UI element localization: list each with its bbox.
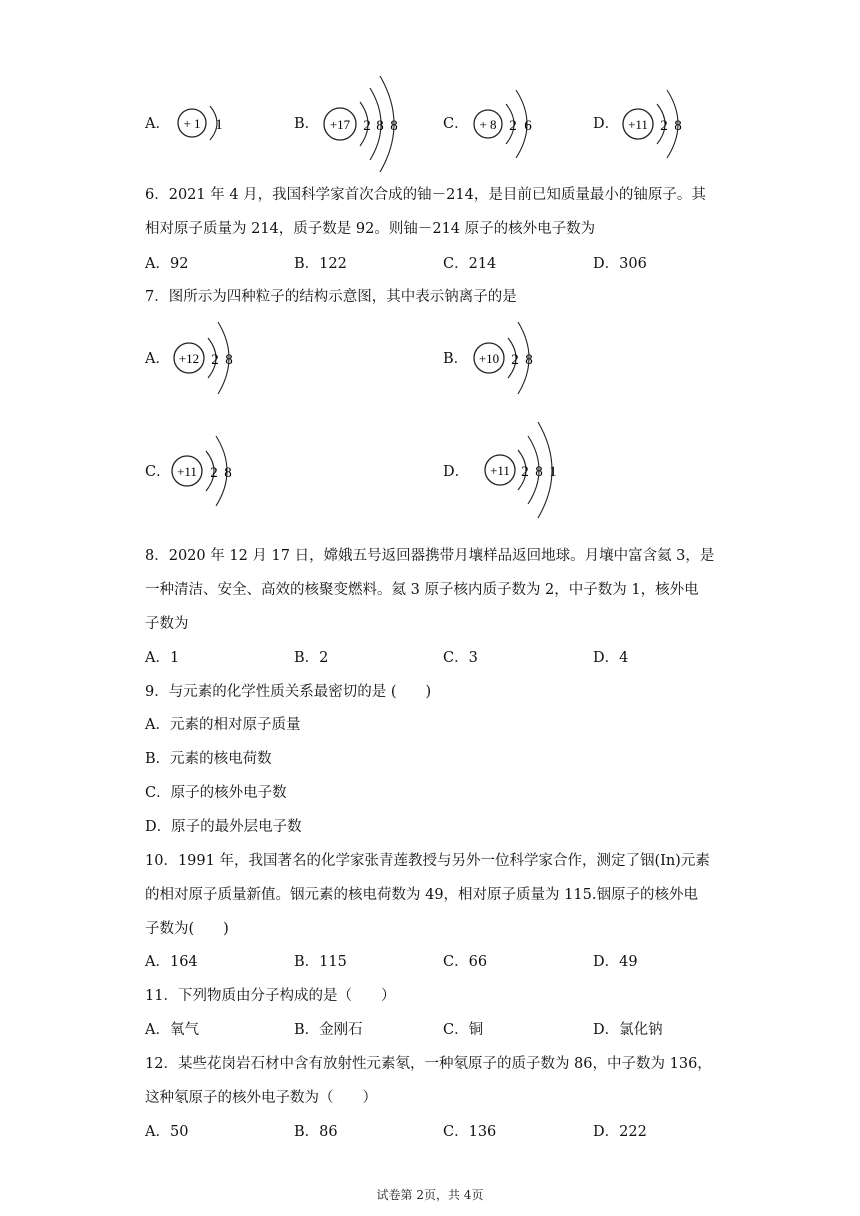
shell-electron-count: 2: [660, 118, 668, 134]
q8-option-b: B．2: [294, 650, 329, 666]
shell-electron-count: 1: [549, 464, 557, 480]
nucleus-charge: +17: [329, 117, 351, 132]
q7-stem: 7．图所示为四种粒子的结构示意图，其中表示钠离子的是: [145, 289, 517, 305]
q12-option-b: B．86: [294, 1124, 338, 1140]
q6-option-a: A．92: [145, 256, 189, 272]
q7-option-b-diagram: [470, 318, 550, 402]
q5-option-c-letter: C．: [443, 116, 469, 132]
q7-option-c-diagram: [170, 432, 250, 516]
shell-electron-count: 2: [211, 352, 219, 368]
q8-stem-line-1: 8．2020 年 12 月 17 日，嫦娥五号返回器携带月壤样品返回地球。月壤中富含氦 3，是: [145, 548, 715, 564]
q10-option-d: D．49: [593, 954, 638, 970]
q8-option-c: C．3: [443, 650, 478, 666]
shell-electron-count: 2: [363, 118, 371, 134]
q11-option-c: C．铜: [443, 1022, 484, 1038]
shell-electron-count: 8: [224, 465, 232, 481]
q9-stem: 9．与元素的化学性质关系最密切的是 ( ): [145, 684, 432, 700]
q10-option-b: B．115: [294, 954, 347, 970]
q9-option-d: D．原子的最外层电子数: [145, 819, 302, 835]
atom-structure-diagram: [170, 432, 250, 512]
q12-option-d: D．222: [593, 1124, 647, 1140]
q8-stem-line-2: 一种清洁、安全、高效的核聚变燃料。氦 3 原子核内质子数为 2，中子数为 1，核外电: [145, 582, 699, 598]
shell-electron-count: 2: [509, 118, 517, 134]
shell-electron-count: 2: [210, 465, 218, 481]
shell-electron-count: 8: [535, 464, 543, 480]
q11-option-d: D．氯化钠: [593, 1022, 663, 1038]
atom-structure-diagram: [172, 100, 232, 150]
q9-option-c: C．原子的核外电子数: [145, 785, 287, 801]
q12-option-c: C．136: [443, 1124, 497, 1140]
shell-electron-count: 8: [225, 352, 233, 368]
q5-option-d-letter: D．: [593, 116, 620, 132]
q12-option-a: A．50: [145, 1124, 189, 1140]
shell-electron-count: 2: [511, 352, 519, 368]
q5-option-a-diagram: [172, 100, 232, 154]
q5-option-b-letter: B．: [294, 116, 320, 132]
atom-structure-diagram: [470, 86, 550, 166]
shell-electron-count: 8: [390, 118, 398, 134]
shell-electron-count: 1: [215, 117, 223, 133]
nucleus-charge: +10: [478, 351, 500, 366]
q8-stem-line-3: 子数为: [145, 616, 189, 632]
q6-option-d: D．306: [593, 256, 647, 272]
shell-electron-count: 6: [524, 118, 532, 134]
atom-structure-diagram: [480, 418, 580, 518]
q6-option-b: B．122: [294, 256, 347, 272]
q8-option-d: D．4: [593, 650, 629, 666]
q6-stem-line-1: 6．2021 年 4 月，我国科学家首次合成的铀－214，是目前已知质量最小的铀原子。其: [145, 187, 706, 203]
q6-option-c: C．214: [443, 256, 497, 272]
q7-option-a-diagram: [170, 318, 250, 402]
atom-structure-diagram: [470, 318, 550, 398]
q10-option-a: A．164: [145, 954, 198, 970]
atom-structure-diagram: [170, 318, 250, 398]
shell-electron-count: 8: [674, 118, 682, 134]
q5-option-b-diagram: [320, 72, 420, 176]
q5-option-d-diagram: [620, 86, 700, 170]
atom-structure-diagram: [320, 72, 420, 172]
shell-electron-count: 8: [525, 352, 533, 368]
q11-option-b: B．金刚石: [294, 1022, 363, 1038]
q5-option-a-letter: A．: [145, 116, 170, 132]
q7-option-d-letter: D．: [443, 464, 470, 480]
q7-option-b-letter: B．: [443, 351, 469, 367]
nucleus-charge: +12: [178, 351, 200, 366]
q10-option-c: C．66: [443, 954, 488, 970]
q12-stem-line-2: 这种氡原子的核外电子数为（ ）: [145, 1090, 377, 1106]
q7-option-d-diagram: [480, 418, 580, 522]
nucleus-charge: + 1: [183, 116, 201, 131]
atom-structure-diagram: [620, 86, 700, 166]
q7-option-a-letter: A．: [145, 351, 170, 367]
shell-electron-count: 8: [376, 118, 384, 134]
q11-stem: 11．下列物质由分子构成的是（ ）: [145, 988, 396, 1004]
q9-option-a: A．元素的相对原子质量: [145, 717, 301, 733]
q11-option-a: A．氧气: [145, 1022, 199, 1038]
nucleus-charge: +11: [628, 117, 648, 132]
q8-option-a: A．1: [145, 650, 180, 666]
page-footer: 试卷第 2页，共 4页: [376, 1188, 484, 1202]
q9-option-b: B．元素的核电荷数: [145, 751, 272, 767]
q10-stem-line-2: 的相对原子质量新值。铟元素的核电荷数为 49，相对原子质量为 115.铟原子的核外电: [145, 887, 698, 903]
nucleus-charge: +11: [490, 463, 510, 478]
shell-electron-count: 2: [521, 464, 529, 480]
q6-stem-line-2: 相对原子质量为 214，质子数是 92。则铀－214 原子的核外电子数为: [145, 221, 596, 237]
q12-stem-line-1: 12．某些花岗岩石材中含有放射性元素氡，一种氡原子的质子数为 86，中子数为 136，: [145, 1056, 712, 1072]
q7-option-c-letter: C．: [145, 464, 171, 480]
q5-option-c-diagram: [470, 86, 550, 170]
nucleus-charge: +11: [177, 464, 197, 479]
q10-stem-line-3: 子数为( ): [145, 921, 229, 937]
q10-stem-line-1: 10．1991 年，我国著名的化学家张青莲教授与另外一位科学家合作，测定了铟(In)元素: [145, 853, 710, 869]
nucleus-charge: + 8: [479, 117, 497, 132]
